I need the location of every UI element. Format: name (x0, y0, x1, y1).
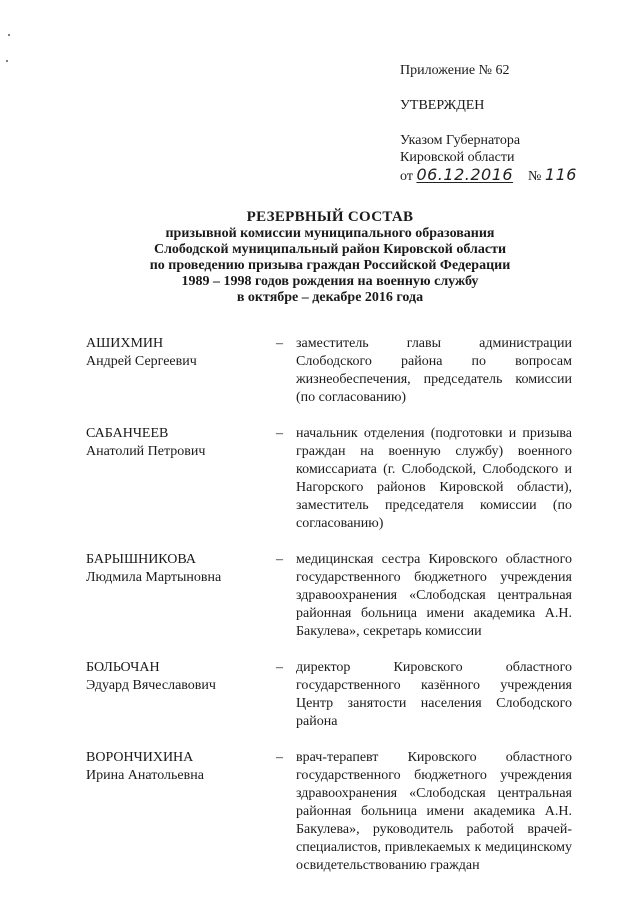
member-entry (86, 551, 572, 641)
handwritten-date: 06.12.2016 (416, 165, 514, 184)
member-dash: – (276, 660, 283, 675)
members-list (86, 335, 572, 875)
approval-block (400, 62, 577, 185)
member-given-name: Эдуард Вячеславович (86, 678, 216, 693)
member-surname: ВОРОНЧИХИНА (86, 750, 194, 765)
member-role: директор Кировского областного государственного казённого учреждения Центр занятости населения Слободского района (296, 660, 572, 729)
member-entry (86, 425, 572, 533)
number-label: № (528, 169, 542, 184)
decree-line-2: Кировской области (400, 150, 515, 165)
member-role: врач-терапевт Кировского областного государственного бюджетного учреждения здравоохранения «Слободская центральная районная больница имени академика А.Н. Бакулева», руководитель работой врачей-специалистов, привлекаемых к медицинскому освидетельствованию граждан (296, 750, 572, 873)
member-surname: БОЛЬОЧАН (86, 660, 160, 675)
handwritten-number: 116 (544, 165, 577, 184)
member-entry (86, 335, 572, 407)
member-surname: БАРЫШНИКОВА (86, 552, 196, 567)
member-name (86, 749, 276, 875)
member-given-name: Анатолий Петрович (86, 444, 206, 459)
member-entry (86, 659, 572, 731)
member-given-name: Андрей Сергеевич (86, 354, 197, 369)
document-title (60, 209, 600, 306)
title-line: в октябре – декабре 2016 года (236, 290, 424, 305)
member-dash: – (276, 426, 283, 441)
member-role: заместитель главы администрации Слободского района по вопросам жизнеобеспечения, председатель комиссии (по согласованию) (296, 336, 572, 405)
member-name (86, 551, 276, 641)
appendix-number: Приложение № 62 (400, 63, 510, 78)
member-role: медицинская сестра Кировского областного государственного бюджетного учреждения здравоохранения «Слободская центральная районная больница имени академика А.Н. Бакулева», секретарь комиссии (296, 552, 572, 639)
title-main: РЕЗЕРВНЫЙ СОСТАВ (246, 209, 414, 225)
title-line: по проведению призыва граждан Российской Федерации (149, 258, 511, 273)
scan-speck (6, 60, 8, 62)
member-surname: САБАНЧЕЕВ (86, 426, 169, 441)
decree-line-1: Указом Губернатора (400, 133, 521, 148)
member-surname: АШИХМИН (86, 336, 164, 351)
title-line: Слободской муниципальный район Кировской области (153, 242, 507, 257)
title-line: призывной комиссии муниципального образования (165, 226, 495, 241)
member-given-name: Ирина Анатольевна (86, 768, 204, 783)
member-given-name: Людмила Мартыновна (86, 570, 222, 585)
member-dash: – (276, 750, 283, 765)
member-dash: – (276, 336, 283, 351)
decree-date-line (400, 166, 577, 185)
member-name (86, 335, 276, 407)
scan-speck (8, 34, 10, 36)
member-name (86, 659, 276, 731)
member-name (86, 425, 276, 533)
title-line: 1989 – 1998 годов рождения на военную службу (181, 274, 479, 289)
member-dash: – (276, 552, 283, 567)
member-role: начальник отделения (подготовки и призыва граждан на военную службу) военного комиссариата (г. Слободской, Слободского и Нагорского районов Кировской области), заместитель председателя комиссии (по согласованию) (296, 426, 572, 531)
date-prefix: от (400, 169, 413, 184)
member-entry (86, 749, 572, 875)
approved-label: УТВЕРЖДЕН (400, 98, 485, 113)
